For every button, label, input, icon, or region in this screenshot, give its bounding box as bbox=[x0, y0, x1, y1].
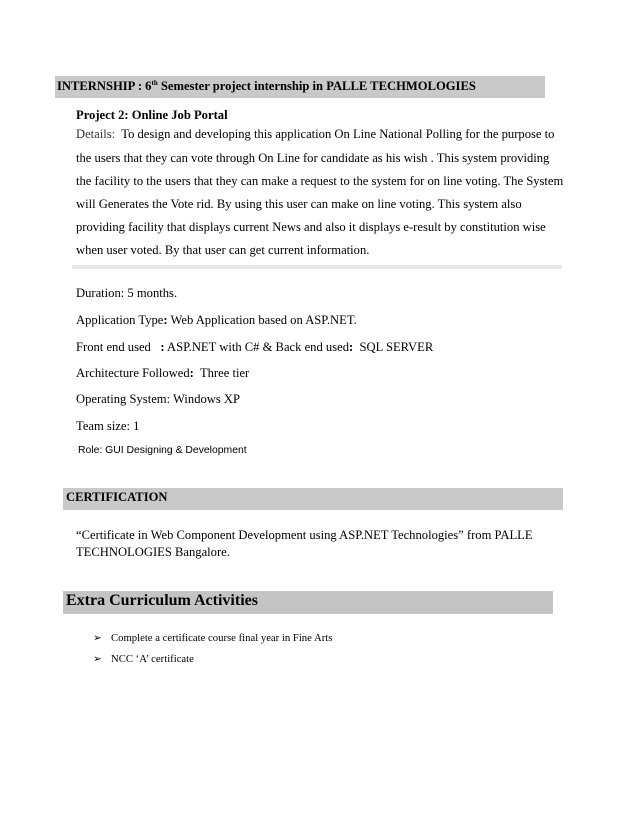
role-text: Role: GUI Designing & Development bbox=[78, 445, 247, 456]
details-line: will Generates the Vote rid. By using this user can make on line voting. This system also bbox=[76, 197, 522, 211]
team-size-text: Team size: 1 bbox=[76, 419, 140, 433]
arrowhead-bullet-icon: ➢ bbox=[93, 632, 102, 644]
details-line: the users that they can vote through On Line for candidate as his wish . This system providing bbox=[76, 151, 550, 165]
duration-text: Duration: 5 months. bbox=[76, 286, 178, 300]
project-title: Project 2: Online Job Portal bbox=[76, 108, 228, 122]
section-divider bbox=[72, 265, 562, 269]
certification-line: TECHNOLOGIES Bangalore. bbox=[76, 545, 230, 559]
operating-system-text: Operating System: Windows XP bbox=[76, 392, 241, 406]
internship-heading: INTERNSHIP : 6th Semester project internship in PALLE TECHMOLOGIES bbox=[57, 78, 476, 93]
details-line: Details: To design and developing this application On Line National Polling for the purpose to bbox=[76, 127, 555, 141]
application-type-text: Application Type: Web Application based on ASP.NET. bbox=[76, 313, 357, 327]
list-item: ➢ NCC ‘A’ certificate bbox=[93, 653, 194, 665]
certification-line: “Certificate in Web Component Development using ASP.NET Technologies” from PALLE bbox=[76, 528, 533, 542]
architecture-text: Architecture Followed: Three tier bbox=[76, 366, 250, 380]
certification-heading: CERTIFICATION bbox=[66, 490, 168, 504]
details-line: providing facility that displays current News and also it displays e-result by constitution wise bbox=[76, 220, 546, 234]
details-line: the facility to the users that they can make a request to the system for on line voting. The System bbox=[76, 174, 564, 188]
list-item: ➢ Complete a certificate course final year in Fine Arts bbox=[93, 632, 333, 644]
details-line: when user voted. By that user can get current information. bbox=[76, 243, 370, 257]
arrowhead-bullet-icon: ➢ bbox=[93, 653, 102, 665]
technology-text: Front end used : ASP.NET with C# & Back end used: SQL SERVER bbox=[76, 340, 434, 354]
extra-curriculum-heading: Extra Curriculum Activities bbox=[66, 592, 258, 609]
